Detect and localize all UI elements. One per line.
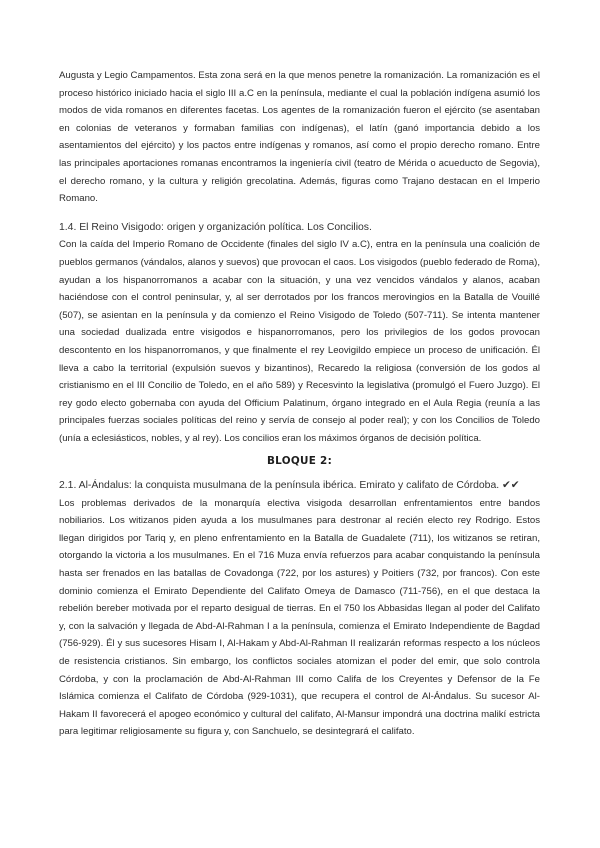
intro-paragraph: Augusta y Legio Campamentos. Esta zona será en la que menos penetre la romanización. La romanización es el proceso histórico iniciado hacia el siglo III a.C en la península, mediante el cual la población indígena asumió los modos de vida romanos en diferentes facetas. Los agentes de la romanización fueron el ejército (se asentaban en colonias de veteranos y formaban familias con indígenas), el latín (ganó importancia debido a los asentamientos del ejército) y los pactos entre indígenas y romanos, así como el propio derecho romano. Entre las principales aportaciones romanas encontramos la ingeniería civil (teatro de Mérida o acueducto de Segovia), el derecho romano, y la cultura y religión grecolatina. Además, figuras como Trajano destacan en el Imperio Romano. [59, 70, 540, 205]
section-1-4-heading: 1.4. El Reino Visigodo: origen y organización política. Los Concilios. [59, 221, 372, 233]
section-2-1-body: Los problemas derivados de la monarquía electiva visigoda desarrollan enfrentamientos entre bandos nobiliarios. Los witizanos piden ayuda a los musulmanes para destronar al recién electo rey Rodrigo. Estos llegan dirigidos por Tariq y, en pleno enfrentamiento en la Batalla de Guadalete (711), los witizanos se retiran, otorgando la victoria a los musulmanes. En el 716 Muza envía refuerzos para acabar conquistando la península hasta ser frenados en las batallas de Covadonga (722, por los astures) y Poitiers (732, por francos). Con este dominio comienza el Emirato Dependiente del Califato Omeya de Damasco (711-756), en el que destaca la rebelión bereber motivada por el reparto desigual de tierras. En el 750 los Abbasidas llegan al poder del Califato y, con la salvación y llegada de Abd-Al-Rahman I a la península, comienza el Emirato Independiente de Bagdad (756-929). Él y sus sucesores Hisam I, Al-Hakam y Abd-Al-Rahman II realizarán reformas respecto a los núcleos de resistencia cristianos. Sin embargo, los conflictos sociales atomizan el poder del emir, que solo controla Córdoba, y con la proclamación de Abd-Al-Rahman III como Califa de los Creyentes y Defensor de la Fe Islámica comienza el Califato de Córdoba (929-1031), que recupera el control de Al-Ándalus. Su sucesor Al-Hakam II favorecerá el apogeo económico y cultural del califato, Al-Mansur impondrá una doctrina malikí estricta para legitimar religiosamente su figura y, con Sanchuelo, se desintegrará el califato. [59, 497, 540, 738]
section-2-1-heading: 2.1. Al-Ándalus: la conquista musulmana de la península ibérica. Emirato y califato de Córdoba. ✔✔ [59, 480, 520, 492]
bloque-title: BLOQUE 2: [266, 455, 333, 468]
section-1-4-body: Con la caída del Imperio Romano de Occidente (finales del siglo IV a.C), entra en la península una coalición de pueblos germanos (vándalos, alanos y suevos) que provocan el caos. Los visigodos (pueblo federado de Roma), ayudan a los hispanorromanos a acabar con la situación, y una vez vencidos vándalos y alanos, acaban haciéndose con el control peninsular, y, al ser derrotados por los francos merovingios en la Batalla de Vouillé (507), se asientan en la península y da comienzo el Reino Visigodo de Toledo (507-711). Se intenta mantener una sociedad dualizada entre visigodos e hispanorromanos, pero los privilegios de los godos provocan descontento en los hispanorromanos, y que finalmente el rey Leovigildo empiece un proceso de unificación. Él lleva a cabo la territorial (expulsión suevos y bizantinos), Recaredo la religiosa (conversión de los godos al cristianismo en el III Concilio de Toledo, en el año 589) y Recesvinto la legislativa (promulgó el Fuero Juzgo). El rey godo electo gobernaba con ayuda del Officium Palatinum, órgano integrado en el Aula Regia (reunía a las principales fuerzas sociales políticas del reino y servía de consejo al poder real); y con los Concilios de Toledo (unía a eclesiásticos, nobles, y al rey). Los concilios eran los máximos órganos de decisión política. [59, 239, 540, 444]
